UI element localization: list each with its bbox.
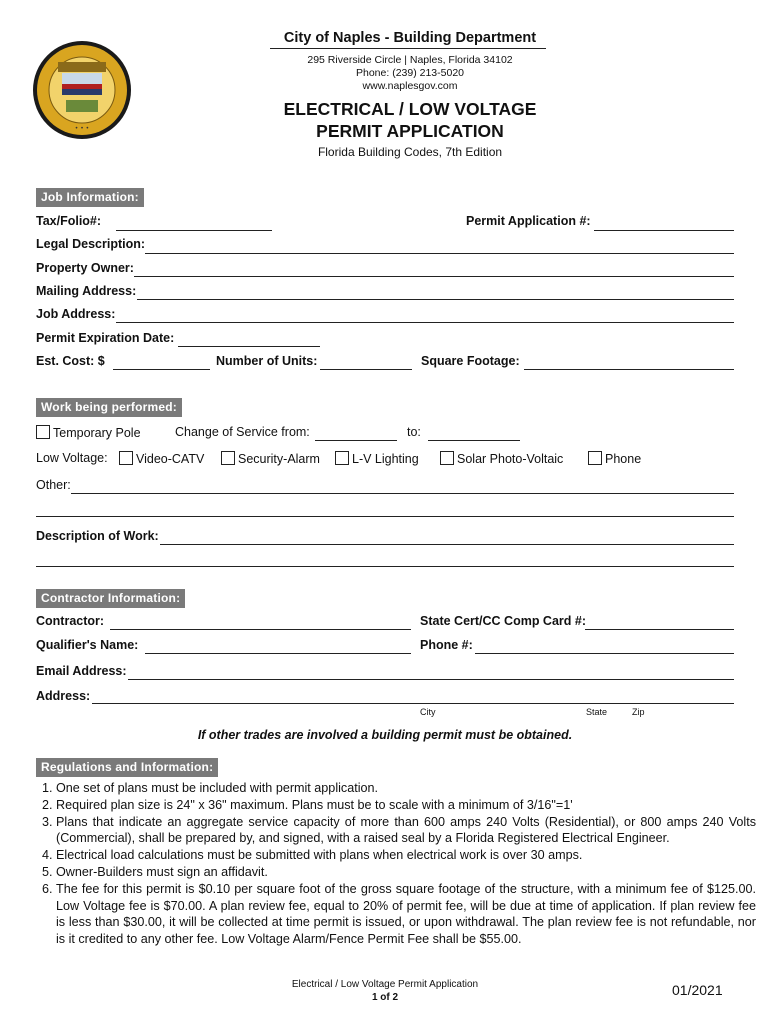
qualifier-name-label: Qualifier's Name:: [36, 638, 139, 652]
description-of-work-line1[interactable]: [160, 544, 734, 545]
form-title-line2: PERMIT APPLICATION: [316, 121, 504, 141]
section-regulations: Regulations and Information:: [36, 758, 218, 777]
department-address: 295 Riverside Circle | Naples, Florida 34102: [307, 54, 513, 66]
permit-application-label: Permit Application #:: [466, 214, 591, 228]
regulation-item: 2. Required plan size is 24" x 36" maximum. Plans must be to scale with a minimum of 3/16"=1': [56, 797, 756, 814]
contractor-phone-field[interactable]: [475, 653, 734, 654]
video-catv-option[interactable]: [119, 451, 204, 466]
mailing-address-field[interactable]: [137, 299, 734, 300]
state-cert-field[interactable]: [585, 629, 734, 630]
email-address-field[interactable]: [128, 679, 734, 680]
svg-text:• • •: • • •: [74, 125, 90, 132]
video-catv-checkbox[interactable]: [119, 451, 133, 465]
regulation-item: 5. Owner-Builders must sign an affidavit.: [56, 864, 756, 881]
tax-folio-field[interactable]: [116, 230, 272, 231]
est-cost-field[interactable]: [113, 369, 210, 370]
phone-option[interactable]: [588, 451, 641, 466]
form-title-line1: ELECTRICAL / LOW VOLTAGE: [283, 99, 537, 119]
state-caption: State: [586, 707, 608, 717]
lv-lighting-option[interactable]: [335, 451, 419, 466]
regulation-item: 6. The fee for this permit is $0.10 per square foot of the gross square footage of the structure, with a minimum fee of $125.00. Low Voltage fee is $70.00. A plan review fee, equal to 20% of permit fee, will be due at time of application. If plan review fee is less than $30.00, it will be collected at time permit is issued, or upon withdrawal. The plan review fee is not refundable, nor is it credited to any other fee. Low Voltage Alarm/Fence Permit Fee shall be $55.00.: [56, 881, 756, 948]
state-cert-label: State Cert/CC Comp Card #:: [420, 614, 586, 628]
number-of-units-label: Number of Units:: [216, 354, 318, 368]
square-footage-label: Square Footage:: [421, 354, 520, 368]
number-of-units-field[interactable]: [320, 369, 412, 370]
job-address-label: Job Address:: [36, 307, 116, 321]
change-of-service-to-label: to:: [407, 425, 421, 439]
temporary-pole-label: Temporary Pole: [53, 426, 141, 440]
solar-checkbox[interactable]: [440, 451, 454, 465]
video-catv-label: Video-CATV: [136, 452, 205, 466]
footer-title: Electrical / Low Voltage Permit Application: [291, 979, 479, 990]
department-website: www.naplesgov.com: [362, 80, 458, 92]
department-underline: [270, 48, 546, 49]
description-of-work-label: Description of Work:: [36, 529, 159, 543]
square-footage-field[interactable]: [524, 369, 734, 370]
mailing-address-label: Mailing Address:: [36, 284, 137, 298]
contractor-field[interactable]: [110, 629, 411, 630]
contractor-address-label: Address:: [36, 689, 91, 703]
phone-label: Phone: [605, 452, 642, 466]
change-of-service-from-field[interactable]: [315, 440, 397, 441]
regulation-item: 1. One set of plans must be included with permit application.: [56, 780, 756, 797]
security-alarm-checkbox[interactable]: [221, 451, 235, 465]
city-seal-logo: [32, 40, 132, 140]
other-label: Other:: [36, 478, 71, 492]
change-of-service-label: Change of Service from:: [175, 425, 310, 439]
lv-lighting-label: L-V Lighting: [352, 452, 419, 466]
security-alarm-option[interactable]: [221, 451, 320, 466]
other-trades-notice: If other trades are involved a building permit must be obtained.: [197, 728, 573, 742]
department-phone: Phone: (239) 213-5020: [356, 67, 464, 79]
form-subtitle: Florida Building Codes, 7th Edition: [317, 145, 503, 159]
section-job-information: Job Information:: [36, 188, 144, 207]
footer-revision-date: 01/2021: [672, 982, 723, 998]
change-of-service-to-field[interactable]: [428, 440, 520, 441]
permit-application-field[interactable]: [594, 230, 734, 231]
phone-checkbox[interactable]: [588, 451, 602, 465]
qualifier-name-field[interactable]: [145, 653, 411, 654]
permit-expiration-label: Permit Expiration Date:: [36, 331, 175, 345]
other-field-line1[interactable]: [71, 493, 734, 494]
est-cost-label: Est. Cost: $: [36, 354, 105, 368]
other-field-line2[interactable]: [36, 516, 734, 517]
city-caption: City: [420, 707, 436, 717]
regulation-item: 3. Plans that indicate an aggregate service capacity of more than 600 amps 240 Volts (Residential), or 800 amps 240 Volts (Commercial), shall be prepared by, and signed, with a raised seal by a Florida Registered Electrical Engineer.: [56, 814, 756, 848]
contractor-phone-label: Phone #:: [420, 638, 473, 652]
section-work-performed: Work being performed:: [36, 398, 182, 417]
solar-label: Solar Photo-Voltaic: [457, 452, 564, 466]
description-of-work-line2[interactable]: [36, 566, 734, 567]
zip-caption: Zip: [632, 707, 645, 717]
lv-lighting-checkbox[interactable]: [335, 451, 349, 465]
contractor-label: Contractor:: [36, 614, 105, 628]
email-address-label: Email Address:: [36, 664, 127, 678]
temporary-pole-checkbox[interactable]: [36, 425, 50, 439]
legal-description-field[interactable]: [145, 253, 734, 254]
department-name: City of Naples - Building Department: [283, 30, 537, 46]
footer-page-number: 1 of 2: [371, 992, 399, 1003]
security-alarm-label: Security-Alarm: [238, 452, 320, 466]
temporary-pole-option[interactable]: [36, 425, 141, 440]
permit-expiration-field[interactable]: [178, 346, 320, 347]
solar-option[interactable]: [440, 451, 563, 466]
regulation-item: 4. Electrical load calculations must be submitted with plans when electrical work is over 30 amps.: [56, 847, 756, 864]
regulations-list: [36, 780, 756, 948]
low-voltage-label: Low Voltage:: [36, 451, 108, 465]
section-contractor-information: Contractor Information:: [36, 589, 185, 608]
legal-description-label: Legal Description:: [36, 237, 146, 251]
property-owner-field[interactable]: [134, 276, 734, 277]
contractor-address-field[interactable]: [92, 703, 734, 704]
property-owner-label: Property Owner:: [36, 261, 134, 275]
job-address-field[interactable]: [116, 322, 734, 323]
tax-folio-label: Tax/Folio#:: [36, 214, 102, 228]
